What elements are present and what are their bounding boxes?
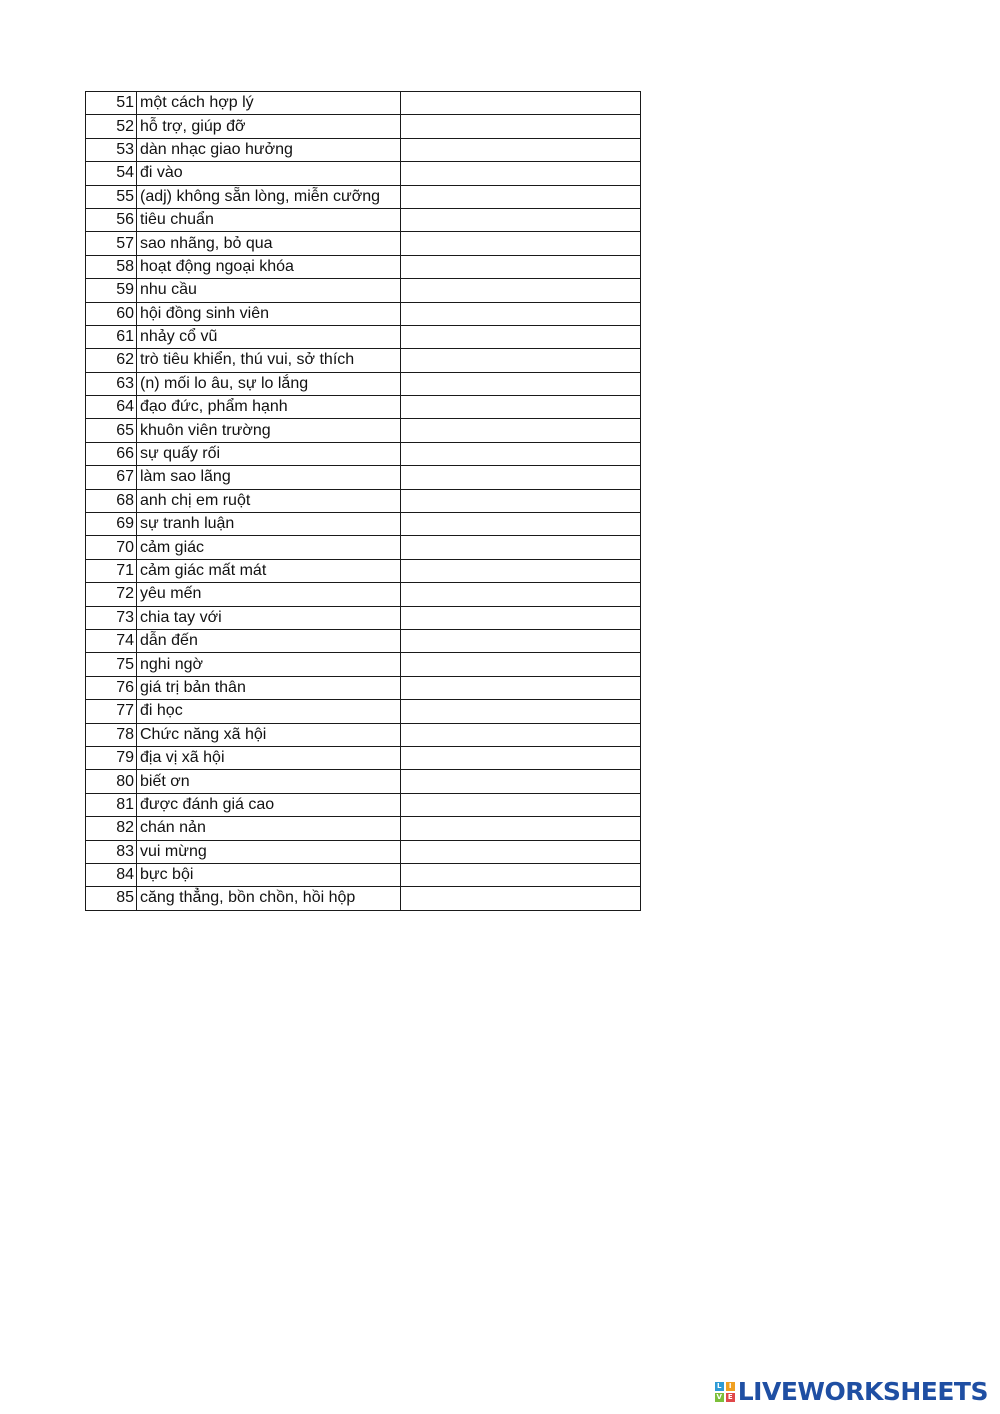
- table-row: [86, 138, 641, 161]
- vietnamese-term: chán nản: [137, 817, 401, 840]
- logo-mark-tile: L: [715, 1382, 724, 1391]
- vietnamese-term: (n) mối lo âu, sự lo lắng: [137, 372, 401, 395]
- answer-cell[interactable]: [401, 700, 641, 723]
- answer-cell[interactable]: [401, 606, 641, 629]
- table-row: [86, 349, 641, 372]
- vietnamese-term: dẫn đến: [137, 629, 401, 652]
- row-number: 85: [86, 887, 137, 910]
- answer-cell[interactable]: [401, 208, 641, 231]
- table-row: [86, 302, 641, 325]
- table-row: [86, 513, 641, 536]
- table-row: [86, 255, 641, 278]
- table-row: [86, 92, 641, 115]
- table-row: [86, 396, 641, 419]
- vocabulary-table-body: [86, 92, 641, 911]
- table-row: [86, 232, 641, 255]
- vietnamese-term: địa vị xã hội: [137, 746, 401, 769]
- row-number: 80: [86, 770, 137, 793]
- table-row: [86, 419, 641, 442]
- answer-cell[interactable]: [401, 349, 641, 372]
- vietnamese-term: chia tay với: [137, 606, 401, 629]
- row-number: 59: [86, 279, 137, 302]
- table-row: [86, 185, 641, 208]
- vietnamese-term: sao nhãng, bỏ qua: [137, 232, 401, 255]
- vietnamese-term: tiêu chuẩn: [137, 208, 401, 231]
- vietnamese-term: cảm giác: [137, 536, 401, 559]
- row-number: 76: [86, 676, 137, 699]
- answer-cell[interactable]: [401, 489, 641, 512]
- answer-cell[interactable]: [401, 255, 641, 278]
- answer-cell[interactable]: [401, 442, 641, 465]
- row-number: 78: [86, 723, 137, 746]
- vietnamese-term: sự tranh luận: [137, 513, 401, 536]
- vietnamese-term: sự quấy rối: [137, 442, 401, 465]
- table-row: [86, 208, 641, 231]
- table-row: [86, 279, 641, 302]
- table-row: [86, 700, 641, 723]
- answer-cell[interactable]: [401, 629, 641, 652]
- table-row: [86, 629, 641, 652]
- row-number: 56: [86, 208, 137, 231]
- vietnamese-term: hội đồng sinh viên: [137, 302, 401, 325]
- answer-cell[interactable]: [401, 723, 641, 746]
- row-number: 68: [86, 489, 137, 512]
- answer-cell[interactable]: [401, 676, 641, 699]
- row-number: 83: [86, 840, 137, 863]
- vietnamese-term: hỗ trợ, giúp đỡ: [137, 115, 401, 138]
- vietnamese-term: nghi ngờ: [137, 653, 401, 676]
- row-number: 54: [86, 162, 137, 185]
- table-row: [86, 115, 641, 138]
- row-number: 55: [86, 185, 137, 208]
- vietnamese-term: đạo đức, phẩm hạnh: [137, 396, 401, 419]
- row-number: 51: [86, 92, 137, 115]
- answer-cell[interactable]: [401, 466, 641, 489]
- row-number: 84: [86, 863, 137, 886]
- row-number: 69: [86, 513, 137, 536]
- logo-mark-tile: V: [716, 1392, 722, 1401]
- answer-cell[interactable]: [401, 840, 641, 863]
- vietnamese-term: nhu cầu: [137, 279, 401, 302]
- row-number: 71: [86, 559, 137, 582]
- answer-cell[interactable]: [401, 138, 641, 161]
- vietnamese-term: vui mừng: [137, 840, 401, 863]
- logo-text: LIVEWORKSHEETS: [737, 1377, 988, 1406]
- vietnamese-term: yêu mến: [137, 583, 401, 606]
- vietnamese-term: biết ơn: [137, 770, 401, 793]
- table-row: [86, 606, 641, 629]
- table-row: [86, 583, 641, 606]
- row-number: 72: [86, 583, 137, 606]
- vocabulary-table: [85, 91, 641, 911]
- row-number: 63: [86, 372, 137, 395]
- answer-cell[interactable]: [401, 770, 641, 793]
- answer-cell[interactable]: [401, 746, 641, 769]
- answer-cell[interactable]: [401, 653, 641, 676]
- answer-cell[interactable]: [401, 325, 641, 348]
- table-row: [86, 770, 641, 793]
- row-number: 70: [86, 536, 137, 559]
- row-number: 57: [86, 232, 137, 255]
- vietnamese-term: đi vào: [137, 162, 401, 185]
- answer-cell[interactable]: [401, 419, 641, 442]
- vietnamese-term: dàn nhạc giao hưởng: [137, 138, 401, 161]
- vietnamese-term: đi học: [137, 700, 401, 723]
- row-number: 79: [86, 746, 137, 769]
- answer-cell[interactable]: [401, 302, 641, 325]
- row-number: 65: [86, 419, 137, 442]
- row-number: 61: [86, 325, 137, 348]
- table-row: [86, 840, 641, 863]
- table-row: [86, 559, 641, 582]
- table-row: [86, 723, 641, 746]
- liveworksheets-logo-mark-icon: [715, 1382, 735, 1402]
- vietnamese-term: bực bội: [137, 863, 401, 886]
- table-row: [86, 325, 641, 348]
- table-row: [86, 489, 641, 512]
- answer-cell[interactable]: [401, 559, 641, 582]
- answer-cell[interactable]: [401, 863, 641, 886]
- table-row: [86, 887, 641, 910]
- vietnamese-term: giá trị bản thân: [137, 676, 401, 699]
- table-row: [86, 536, 641, 559]
- logo-mark-tile: I: [726, 1382, 735, 1391]
- answer-cell[interactable]: [401, 185, 641, 208]
- answer-cell[interactable]: [401, 372, 641, 395]
- vietnamese-term: trò tiêu khiển, thú vui, sở thích: [137, 349, 401, 372]
- vietnamese-term: Chức năng xã hội: [137, 723, 401, 746]
- answer-cell[interactable]: [401, 162, 641, 185]
- liveworksheets-logo: [715, 1377, 988, 1406]
- row-number: 75: [86, 653, 137, 676]
- table-row: [86, 676, 641, 699]
- vietnamese-term: hoạt động ngoại khóa: [137, 255, 401, 278]
- row-number: 81: [86, 793, 137, 816]
- row-number: 67: [86, 466, 137, 489]
- table-row: [86, 746, 641, 769]
- answer-cell[interactable]: [401, 115, 641, 138]
- row-number: 53: [86, 138, 137, 161]
- table-row: [86, 793, 641, 816]
- vietnamese-term: nhảy cổ vũ: [137, 325, 401, 348]
- vietnamese-term: (adj) không sẵn lòng, miễn cưỡng: [137, 185, 401, 208]
- row-number: 74: [86, 629, 137, 652]
- answer-cell[interactable]: [401, 887, 641, 910]
- row-number: 52: [86, 115, 137, 138]
- vietnamese-term: được đánh giá cao: [137, 793, 401, 816]
- vietnamese-term: làm sao lãng: [137, 466, 401, 489]
- row-number: 58: [86, 255, 137, 278]
- table-row: [86, 863, 641, 886]
- answer-cell[interactable]: [401, 583, 641, 606]
- row-number: 60: [86, 302, 137, 325]
- answer-cell[interactable]: [401, 92, 641, 115]
- row-number: 77: [86, 700, 137, 723]
- vietnamese-term: khuôn viên trường: [137, 419, 401, 442]
- vietnamese-term: một cách hợp lý: [137, 92, 401, 115]
- vietnamese-term: anh chị em ruột: [137, 489, 401, 512]
- table-row: [86, 442, 641, 465]
- row-number: 82: [86, 817, 137, 840]
- answer-cell[interactable]: [401, 793, 641, 816]
- answer-cell[interactable]: [401, 536, 641, 559]
- vietnamese-term: căng thẳng, bồn chồn, hồi hộp: [137, 887, 401, 910]
- table-row: [86, 817, 641, 840]
- row-number: 62: [86, 349, 137, 372]
- table-row: [86, 653, 641, 676]
- row-number: 64: [86, 396, 137, 419]
- table-row: [86, 466, 641, 489]
- row-number: 73: [86, 606, 137, 629]
- answer-cell[interactable]: [401, 817, 641, 840]
- answer-cell[interactable]: [401, 513, 641, 536]
- answer-cell[interactable]: [401, 396, 641, 419]
- table-row: [86, 162, 641, 185]
- row-number: 66: [86, 442, 137, 465]
- answer-cell[interactable]: [401, 279, 641, 302]
- logo-mark-tile: E: [726, 1393, 735, 1402]
- vietnamese-term: cảm giác mất mát: [137, 559, 401, 582]
- table-row: [86, 372, 641, 395]
- answer-cell[interactable]: [401, 232, 641, 255]
